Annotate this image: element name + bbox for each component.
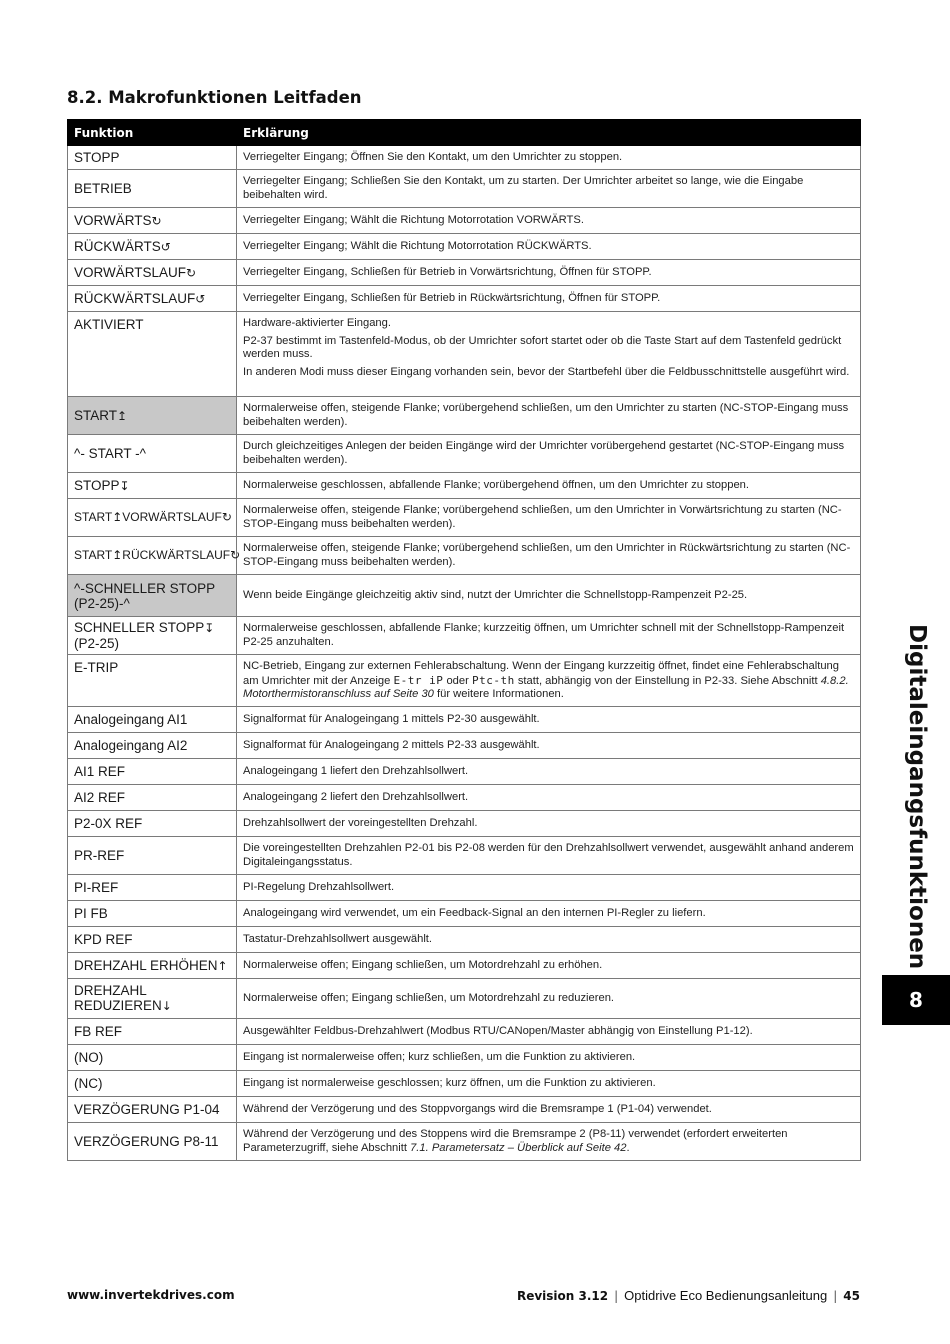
function-name: AI1 REF [74,764,126,779]
function-cell [68,499,237,537]
table-row [68,234,861,260]
display-code: Ptc-th [471,673,515,687]
explanation-cell [237,170,861,208]
table-row [68,1123,861,1161]
explanation-text: für weitere Informationen. [437,688,564,700]
table-row [68,1097,861,1123]
direction-symbol-icon: ↺ [160,239,171,254]
footer-right [517,1288,860,1303]
explanation-text: Während der Verzögerung und des Stoppvorgangs wird die Bremsrampe 1 (P1-04) verwendet. [243,1102,712,1115]
chapter-number-tab: 8 [882,975,950,1025]
table-row [68,208,861,234]
direction-symbol-icon: ↻ [221,510,232,524]
function-name: KPD REF [74,932,133,947]
function-cell [68,435,237,473]
explanation-text: In anderen Modi muss dieser Eingang vorhanden sein, bevor der Startbefehl über die Feldbusschnittstelle ausgeführt wird. [243,365,850,378]
explanation-cell [237,1045,861,1071]
explanation-cell [237,1123,861,1161]
explanation-cell [237,1071,861,1097]
explanation-text: Drehzahlsollwert der voreingestellten Drehzahl. [243,816,478,829]
function-cell [68,837,237,875]
table-row [68,901,861,927]
explanation-cell [237,435,861,473]
direction-symbol-icon: ↧ [119,478,130,493]
explanation-text: Wenn beide Eingänge gleichzeitig aktiv sind, nutzt der Umrichter die Schnellstopp-Rampenzeit P2-25. [243,588,748,601]
explanation-text: Signalformat für Analogeingang 2 mittels P2-33 ausgewählt. [243,738,540,751]
function-name: BETRIEB [74,181,132,196]
function-name: VERZÖGERUNG P8-11 [74,1134,219,1149]
explanation-text: Analogeingang wird verwendet, um ein Feedback-Signal an den internen PI-Regler zu liefern. [243,906,706,919]
explanation-cell [237,499,861,537]
function-cell [68,234,237,260]
function-cell [68,655,237,707]
function-name: Analogeingang AI1 [74,712,188,727]
function-name: FB REF [74,1024,123,1039]
function-cell [68,312,237,397]
explanation-text: Normalerweise geschlossen, abfallende Flanke; kurzzeitig öffnen, um Umrichter schnell mit der Schnellstopp-Rampenzeit P2-25 anzuhalten. [243,622,845,648]
explanation-cell [237,234,861,260]
display-code: E-tr iP [393,673,444,687]
table-row [68,575,861,617]
direction-symbol-icon: ↑ [217,958,228,973]
explanation-text: Normalerweise offen, steigende Flanke; vorübergehend schließen, um den Umrichter in Rückwärtsrichtung zu starten (NC-STOP-Eingang muss beibehalten werden). [243,542,851,568]
function-name: DREHZAHL [74,983,147,998]
table-row [68,953,861,979]
explanation-cell [237,875,861,901]
function-cell [68,286,237,312]
explanation-cell [237,617,861,655]
function-name: (NO) [74,1050,104,1065]
function-cell [68,575,237,617]
explanation-text: Verriegelter Eingang, Schließen für Betrieb in Vorwärtsrichtung, Öffnen für STOPP. [243,265,652,278]
function-name: ^-SCHNELLER STOPP (P2-25)-^ [74,580,215,611]
explanation-text: Eingang ist normalerweise offen; kurz schließen, um die Funktion zu aktivieren. [243,1050,636,1063]
explanation-text: Normalerweise offen; Eingang schließen, um Motordrehzahl zu erhöhen. [243,958,603,971]
function-cell [68,208,237,234]
chapter-side-title: Digitaleingangsfunktionen [904,624,930,970]
explanation-text: Normalerweise geschlossen, abfallende Flanke; vorübergehend öffnen, um den Umrichter zu stoppen. [243,478,750,491]
function-cell [68,617,237,655]
explanation-text: Verriegelter Eingang; Schließen Sie den Kontakt, um zu starten. Der Umrichter arbeitet so lange, wie die Eingabe beibehalten wird. [243,175,804,201]
function-name: DREHZAHL ERHÖHEN [74,957,218,973]
table-row [68,837,861,875]
table-row [68,1019,861,1045]
footer-website: www.invertekdrives.com [67,1288,235,1302]
column-header-funktion: Funktion [68,120,237,146]
explanation-text: PI-Regelung Drehzahlsollwert. [243,880,395,893]
direction-symbol-icon: ↻ [230,548,241,562]
section-title: 8.2. Makrofunktionen Leitfaden [67,88,362,107]
function-name: STOPP [74,477,120,493]
table-row [68,759,861,785]
explanation-text: Verriegelter Eingang; Wählt die Richtung Motorrotation VORWÄRTS. [243,213,584,226]
explanation-cell [237,1097,861,1123]
function-cell [68,1045,237,1071]
table-row [68,811,861,837]
table-row [68,146,861,170]
explanation-text: Die voreingestellten Drehzahlen P2-01 bis P2-08 werden für den Drehzahlsollwert verwendet, ausgewählt anhand anderem Digitaleingangsstatus. [243,842,854,868]
footer-page-number: 45 [843,1289,860,1303]
explanation-cell [237,953,861,979]
function-name-line2: (P2-25) [74,636,120,651]
function-cell [68,1123,237,1161]
function-name: AKTIVIERT [74,317,144,332]
explanation-text: oder [446,674,469,687]
explanation-text: Signalformat für Analogeingang 1 mittels P2-30 ausgewählt. [243,712,540,725]
column-header-erklaerung: Erklärung [237,120,861,146]
table-row [68,1045,861,1071]
function-name: AI2 REF [74,790,126,805]
function-name: (NC) [74,1076,103,1091]
explanation-cell [237,759,861,785]
function-name: START↥VORWÄRTSLAUF [74,510,222,524]
footer-separator: | [614,1289,619,1303]
table-row [68,979,861,1019]
function-cell [68,146,237,170]
direction-symbol-icon: ↧ [204,621,215,635]
table-row [68,286,861,312]
function-name: Analogeingang AI2 [74,738,188,753]
function-cell [68,1071,237,1097]
direction-symbol-icon: ↻ [151,213,162,228]
explanation-cell [237,1019,861,1045]
explanation-cell [237,927,861,953]
table-row [68,397,861,435]
function-name: E-TRIP [74,660,119,675]
direction-symbol-icon: ↻ [186,265,197,280]
function-name: START↥RÜCKWÄRTSLAUF [74,548,231,562]
explanation-cell [237,575,861,617]
table-row [68,785,861,811]
explanation-cell [237,655,861,707]
explanation-cell [237,733,861,759]
explanation-cell [237,146,861,170]
function-cell [68,901,237,927]
table-row [68,312,861,397]
function-name: VORWÄRTS [74,212,152,228]
table-row [68,617,861,655]
function-name: PI FB [74,906,108,921]
function-name: ^- START -^ [74,446,146,461]
explanation-text: Normalerweise offen, steigende Flanke; vorübergehend schließen, um den Umrichter zu starten (NC-STOP-Eingang muss beibehalten werden). [243,402,849,428]
table-header-row [68,120,861,146]
table-row [68,707,861,733]
function-cell [68,1019,237,1045]
function-cell [68,397,237,435]
explanation-cell [237,811,861,837]
footer-manual-title: Optidrive Eco Bedienungsanleitung [624,1288,828,1303]
function-cell [68,811,237,837]
explanation-cell [237,837,861,875]
explanation-text: Eingang ist normalerweise geschlossen; kurz öffnen, um die Funktion zu aktivieren. [243,1076,656,1089]
function-name: START [74,407,118,423]
function-cell [68,170,237,208]
explanation-text: Normalerweise offen, steigende Flanke; vorübergehend schließen, um den Umrichter in Vorwärtsrichtung zu starten (NC-STOP-Eingang muss beibehalten werden). [243,504,842,530]
page-footer [67,1288,860,1306]
function-name: RÜCKWÄRTSLAUF [74,290,196,306]
table-row [68,473,861,499]
direction-symbol-icon: ↥ [117,408,128,423]
explanation-text: Analogeingang 1 liefert den Drehzahlsollwert. [243,764,469,777]
explanation-text: P2-37 bestimmt im Tastenfeld-Modus, ob der Umrichter sofort startet oder ob die Taste Start auf dem Tastenfeld gedrückt werden muss. [243,334,842,360]
explanation-text: Verriegelter Eingang; Wählt die Richtung Motorrotation RÜCKWÄRTS. [243,239,592,252]
explanation-text: Verriegelter Eingang; Öffnen Sie den Kontakt, um den Umrichter zu stoppen. [243,150,623,163]
explanation-cell [237,537,861,575]
table-row [68,655,861,707]
table-row [68,499,861,537]
explanation-text: Ausgewählter Feldbus-Drehzahlwert (Modbus RTU/CANopen/Master abhängig von Einstellung P1-12). [243,1024,753,1037]
function-cell [68,1097,237,1123]
function-cell [68,875,237,901]
function-cell [68,953,237,979]
function-name-line2: REDUZIEREN [74,998,162,1013]
function-name: VORWÄRTSLAUF [74,264,187,280]
function-cell [68,927,237,953]
function-name: VERZÖGERUNG P1-04 [74,1102,220,1117]
function-cell [68,979,237,1019]
explanation-cell [237,312,861,397]
explanation-cell [237,707,861,733]
arrow-down-icon: ↓ [161,999,172,1013]
explanation-cell [237,785,861,811]
explanation-text: NC-Betrieb, Eingang zur externen Fehlerabschaltung. Wenn der Eingang kurzzeitig öffnet, findet eine Fehlerabschaltung am Umrichter mit der Anzeige [243,660,839,687]
explanation-cell [237,901,861,927]
explanation-text: statt, abhängig von der Einstellung in P2-33. Siehe Abschnitt [517,674,818,687]
function-name: PI-REF [74,880,119,895]
explanation-cell [237,397,861,435]
function-name: RÜCKWÄRTS [74,238,161,254]
function-name: STOPP [74,150,120,165]
table-row [68,733,861,759]
macro-function-table [67,119,861,1161]
function-name: SCHNELLER STOPP [74,620,205,635]
function-cell [68,473,237,499]
function-name: PR-REF [74,848,125,863]
footer-separator: | [833,1289,838,1303]
explanation-text: . [626,1141,630,1154]
explanation-cell [237,286,861,312]
explanation-text: Während der Verzögerung und des Stoppens wird die Bremsrampe 2 (P8-11) verwendet (erfordert erweiterten Parameterzugriff, siehe Abschnitt [243,1128,788,1154]
table-row [68,435,861,473]
function-cell [68,260,237,286]
table-row [68,1071,861,1097]
table-row [68,260,861,286]
explanation-cell [237,473,861,499]
direction-symbol-icon: ↺ [195,291,206,306]
explanation-text: Analogeingang 2 liefert den Drehzahlsollwert. [243,790,469,803]
explanation-cell [237,208,861,234]
function-cell [68,707,237,733]
section-reference: 4.8.2. Motorthermistoranschluss auf Seite 30 [243,674,849,700]
explanation-text: Verriegelter Eingang, Schließen für Betrieb in Rückwärtsrichtung, Öffnen für STOPP. [243,291,661,304]
explanation-cell [237,979,861,1019]
footer-revision: Revision 3.12 [516,1289,609,1303]
function-cell [68,759,237,785]
function-cell [68,537,241,575]
table-row [68,927,861,953]
table-row [68,170,861,208]
explanation-text: Durch gleichzeitiges Anlegen der beiden Eingänge wird der Umrichter vorübergehend gestartet (NC-STOP-Eingang muss beibehalten werden). [243,440,845,466]
section-reference: 7.1. Parametersatz – Überblick auf Seite 42 [410,1141,627,1154]
explanation-text: Hardware-aktivierter Eingang. [243,317,391,329]
explanation-text: Normalerweise offen; Eingang schließen, um Motordrehzahl zu reduzieren. [243,991,615,1004]
function-cell [68,733,237,759]
table-row [68,875,861,901]
explanation-text: Tastatur-Drehzahlsollwert ausgewählt. [243,932,433,945]
table-row [68,537,861,575]
explanation-cell [237,260,861,286]
function-name: P2-0X REF [74,816,143,831]
function-cell [68,785,237,811]
